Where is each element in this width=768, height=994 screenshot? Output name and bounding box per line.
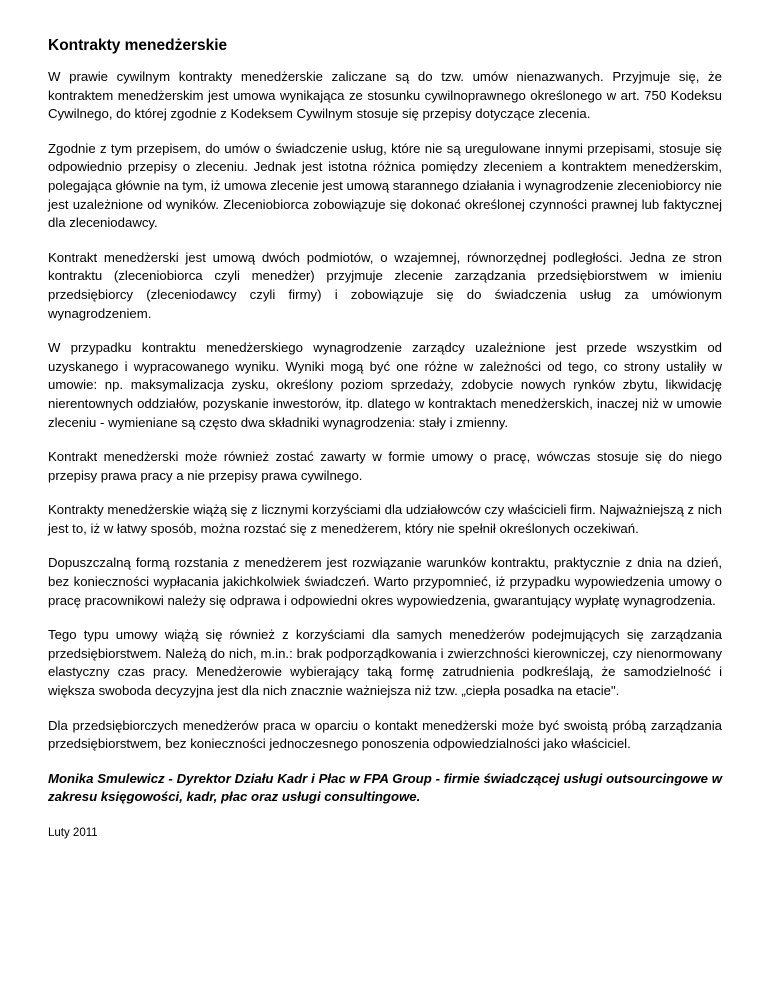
paragraph-4: W przypadku kontraktu menedżerskiego wynagrodzenie zarządcy uzależnione jest przede wszystkim od uzyskanego i wypracowanego wyniku. Wyniki mogą być one różne w zależności od tego, co strony ustaliły w umowie: np. maksymalizacja zysku, określony poziom sprzedaży, zdobycie nowych rynków zbytu, likwidację nierentownych oddziałów, pozyskanie inwestorów, itp. dlatego w kontraktach menedżerskich, inaczej niż w umowie zleceniu - wymieniane są często dwa składniki wynagrodzenia: stały i zmienny. bbox=[48, 340, 722, 430]
paragraph-9: Dla przedsiębiorczych menedżerów praca w oparciu o kontakt menedżerski może być swoistą próbą zarządzania przedsiębiorstwem, bez konieczności jednoczesnego ponoszenia odpowiedzialności jako właściciel. bbox=[48, 717, 722, 752]
paragraph-7: Dopuszczalną formą rozstania z menedżerem jest rozwiązanie warunków kontraktu, praktycznie z dnia na dzień, bez konieczności wypłacania jakichkolwiek świadczeń. Warto przypomnieć, iż przypadku wypowiedzenia umowy o pracę pracownikowi należy się odprawa i odpowiedni okres wypowiedzenia, gwarantujący wypłatę wynagrodzenia. bbox=[48, 555, 722, 608]
author-signature: Monika Smulewicz - Dyrektor Działu Kadr i Płac w FPA Group - firmie świadczącej usługi outsourcingowe w zakresu księgowości, kadr, płac oraz usługi consultingowe. bbox=[48, 770, 722, 805]
document-page bbox=[48, 36, 722, 841]
document-title: Kontrakty menedżerskie bbox=[48, 37, 228, 54]
paragraph-2: Zgodnie z tym przepisem, do umów o świadczenie usług, które nie są uregulowane innymi przepisami, stosuje się odpowiednio przepisy o zleceniu. Jednak jest istotna różnica pomiędzy zleceniem a kontraktem menedżerskim, polegająca głównie na tym, iż umowa zlecenie jest umową starannego działania i wynagrodzenie zleceniobiorcy nie jest uzależnione od wyników. Zleceniobiorca zobowiązuje się dokonać określonej czynności prawnej lub faktycznej dla zleceniodawcy. bbox=[48, 140, 722, 231]
paragraph-6: Kontrakty menedżerskie wiążą się z licznymi korzyściami dla udziałowców czy właścicieli firm. Najważniejszą z nich jest to, iż w łatwy sposób, można rozstać się z menedżerem, który nie spełnił określonych oczekiwań. bbox=[48, 502, 722, 536]
paragraph-8: Tego typu umowy wiążą się również z korzyściami dla samych menedżerów podejmujących się zarządzania przedsiębiorstwem. Należą do nich, m.in.: brak podporządkowania i zwierzchności kierowniczej, czy nienormowany elastyczny czas pracy. Menedżerowie wybierający taką formę zatrudnienia podkreślają, że samodzielność i większa swoboda decyzyjna jest dla nich znacznie ważniejsza niż tzw. „ciepła posadka na etacie". bbox=[48, 627, 722, 699]
paragraph-5: Kontrakt menedżerski może również zostać zawarty w formie umowy o pracę, wówczas stosuje się do niego przepisy prawa pracy a nie przepisy prawa cywilnego. bbox=[48, 449, 722, 483]
paragraph-1: W prawie cywilnym kontrakty menedżerskie zaliczane są do tzw. umów nienazwanych. Przyjmuje się, że kontraktem menedżerskim jest umowa wynikająca ze stosunku cywilnoprawnego określonego w art. 750 Kodeksu Cywilnego, do której zgodnie z Kodeksem Cywilnym stosuje się przepisy dotyczące zlecenia. bbox=[48, 69, 722, 122]
paragraph-3: Kontrakt menedżerski jest umową dwóch podmiotów, o wzajemnej, równorzędnej podległości. Jedna ze stron kontraktu (zleceniobiorca czyli menedżer) przyjmuje zlecenie zarządzania przedsiębiorstwem w imieniu przedsiębiorcy (zleceniodawcy czyli firmy) i zobowiązuje się do świadczenia usług za umówionym wynagrodzeniem. bbox=[48, 249, 722, 321]
document-date: Luty 2011 bbox=[48, 827, 98, 839]
